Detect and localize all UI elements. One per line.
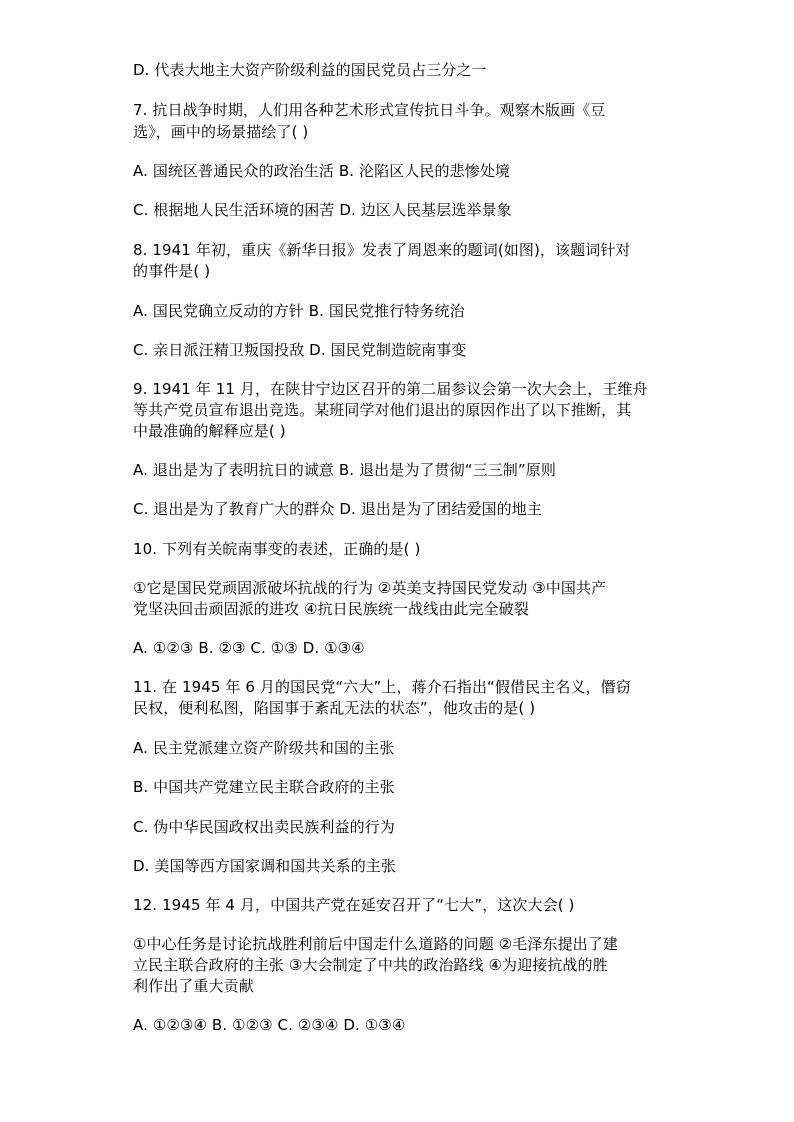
q10-statements-line2: 党坚决回击顽固派的进攻 ④抗日民族统一战线由此完全破裂 (133, 600, 529, 618)
q7-stem-line2: 选》，画中的场景描绘了( ) (133, 123, 309, 141)
q12-stem: 12. 1945 年 4 月，中国共产党在延安召开了“七大”，这次大会( ) (133, 896, 575, 914)
q12-options: A. ①②③④ B. ①②③ C. ②③④ D. ①③④ (133, 1016, 406, 1034)
q11-option-d: D. 美国等西方国家调和国共关系的主张 (133, 857, 396, 875)
q7-options-ab: A. 国统区普通民众的政治生活 B. 沦陷区人民的悲惨处境 (133, 162, 511, 180)
q11-stem-line1: 11. 在 1945 年 6 月的国民党“六大”上，蒋介石指出“假借民主名义，僭窃 (133, 678, 631, 696)
q12-statements-line3: 利作出了重大贡献 (133, 977, 254, 995)
q12-statements-line2: 立民主联合政府的主张 ③大会制定了中共的政治路线 ④为迎接抗战的胜 (133, 956, 608, 974)
q9-stem-line3: 中最准确的解释应是( ) (133, 422, 286, 440)
q6-option-d: D. 代表大地主大资产阶级利益的国民党员占三分之一 (133, 61, 487, 79)
q9-stem-line1: 9. 1941 年 11 月，在陕甘宁边区召开的第二届参议会第一次大会上，王维舟 (133, 380, 648, 398)
q11-stem-line2: 民权，便利私图，陷国事于紊乱无法的状态”，他攻击的是( ) (133, 699, 536, 717)
q8-options-cd: C. 亲日派汪精卫叛国投敌 D. 国民党制造皖南事变 (133, 341, 467, 359)
q8-options-ab: A. 国民党确立反动的方针 B. 国民党推行特务统治 (133, 302, 465, 320)
q7-options-cd: C. 根据地人民生活环境的困苦 D. 边区人民基层选举景象 (133, 201, 512, 219)
q11-option-a: A. 民主党派建立资产阶级共和国的主张 (133, 739, 395, 757)
q10-statements-line1: ①它是国民党顽固派破坏抗战的行为 ②英美支持国民党发动 ③中国共产 (133, 579, 607, 597)
q9-options-ab: A. 退出是为了表明抗日的诚意 B. 退出是为了贯彻“三三制”原则 (133, 461, 556, 479)
q9-options-cd: C. 退出是为了教育广大的群众 D. 退出是为了团结爱国的地主 (133, 500, 542, 518)
q9-stem-line2: 等共产党员宣布退出竞选。某班同学对他们退出的原因作出了以下推断，其 (133, 401, 632, 419)
q10-options: A. ①②③ B. ②③ C. ①③ D. ①③④ (133, 639, 365, 657)
q11-option-b: B. 中国共产党建立民主联合政府的主张 (133, 778, 395, 796)
q8-stem-line1: 8. 1941 年初，重庆《新华日报》发表了周恩来的题词(如图)，该题词针对 (133, 241, 631, 259)
q12-statements-line1: ①中心任务是讨论抗战胜利前后中国走什么道路的问题 ②毛泽东提出了建 (133, 935, 618, 953)
q10-stem: 10. 下列有关皖南事变的表述，正确的是( ) (133, 540, 421, 558)
q7-stem-line1: 7. 抗日战争时期，人们用各种艺术形式宣传抗日斗争。观察木版画《豆 (133, 101, 606, 119)
q11-option-c: C. 伪中华民国政权出卖民族利益的行为 (133, 818, 395, 836)
q8-stem-line2: 的事件是( ) (133, 262, 211, 280)
